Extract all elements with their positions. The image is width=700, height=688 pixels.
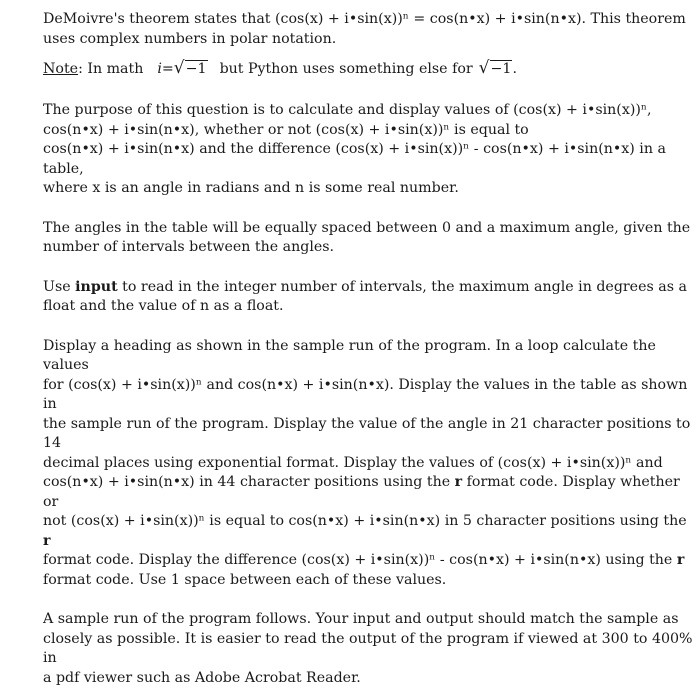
intro-paragraph: DeMoivre's theorem states that (cos(x) + i•sin(x))ⁿ = cos(n•x) + i•sin(n•x). This theorem uses complex numbers in polar notation. — [43, 11, 686, 47]
r-format-code-1: r — [454, 474, 463, 490]
display-text-1: Display a heading as shown in the sample run of the program. In a loop calculate the values for (cos(x) + i•sin(x))ⁿ and cos(n•x) + i•sin(n•x). Display the values in the table as shown in the sample run of the program. Display the value of the angle in 21 character positions to 14 decimal places using exponential format. Display the values of (cos(x) + i•sin(x))ⁿ and cos(n•x) + i•sin(n•x) in 44 character positions using the — [43, 337, 691, 490]
math-i: i — [157, 61, 162, 77]
input-text-before: Use — [43, 278, 76, 295]
sqrt-expression — [174, 59, 208, 80]
sqrt-radical-2: √ — [478, 58, 490, 78]
sample-paragraph: A sample run of the program follows. Your input and output should match the sample as closely as possible. It is easier to read the output of the program if viewed at 300 to 400% in a pdf viewer such as Adobe Acrobat Reader. — [43, 611, 693, 686]
display-text-2: format code. Display whether or not (cos(x) + i•sin(x))ⁿ is equal to cos(n•x) + i•sin(n•x) in 5 character positions using the — [43, 474, 687, 529]
document-page — [43, 10, 693, 688]
sqrt-expression-2 — [479, 59, 513, 80]
display-text-4: format code. Use 1 space between each of these values. — [43, 571, 447, 588]
input-text-after: to read in the integer number of intervals, the maximum angle in degrees as a float and the value of n as a float. — [43, 278, 687, 314]
note-end: . — [512, 61, 517, 77]
purpose-paragraph: The purpose of this question is to calculate and display values of (cos(x) + i•sin(x))ⁿ, cos(n•x) + i•sin(n•x), whether or not (cos(x) + i•sin(x))ⁿ is equal to cos(n•x) + i•sin(n•x) and the difference (cos(x) + i•sin(x))ⁿ - cos(n•x) + i•sin(n•x) in a table, where x is an angle in radians and n is some real number. — [43, 102, 666, 196]
note-label: Note — [43, 61, 79, 77]
display-paragraph — [43, 337, 693, 591]
note-line — [43, 59, 693, 81]
r-format-code-2: r — [43, 532, 51, 549]
sqrt-radical: √ — [173, 58, 185, 78]
display-text-3: format code. Display the difference (cos(x) + i•sin(x))ⁿ - cos(n•x) + i•sin(n•x) using the — [43, 552, 673, 568]
note-text-middle: but Python uses something else for — [219, 61, 473, 77]
sqrt-radicand: −1 — [185, 61, 207, 77]
r-format-code-3: r — [676, 552, 685, 568]
note-text-a: : In math — [78, 61, 144, 77]
math-equals: = — [161, 61, 174, 77]
angles-paragraph: The angles in the table will be equally spaced between 0 and a maximum angle, given the number of intervals between the angles. — [43, 219, 691, 255]
sqrt-radicand-2: −1 — [490, 61, 512, 77]
input-keyword: input — [75, 278, 118, 295]
math-i-equals-sqrt — [157, 59, 207, 80]
input-paragraph — [43, 278, 693, 317]
